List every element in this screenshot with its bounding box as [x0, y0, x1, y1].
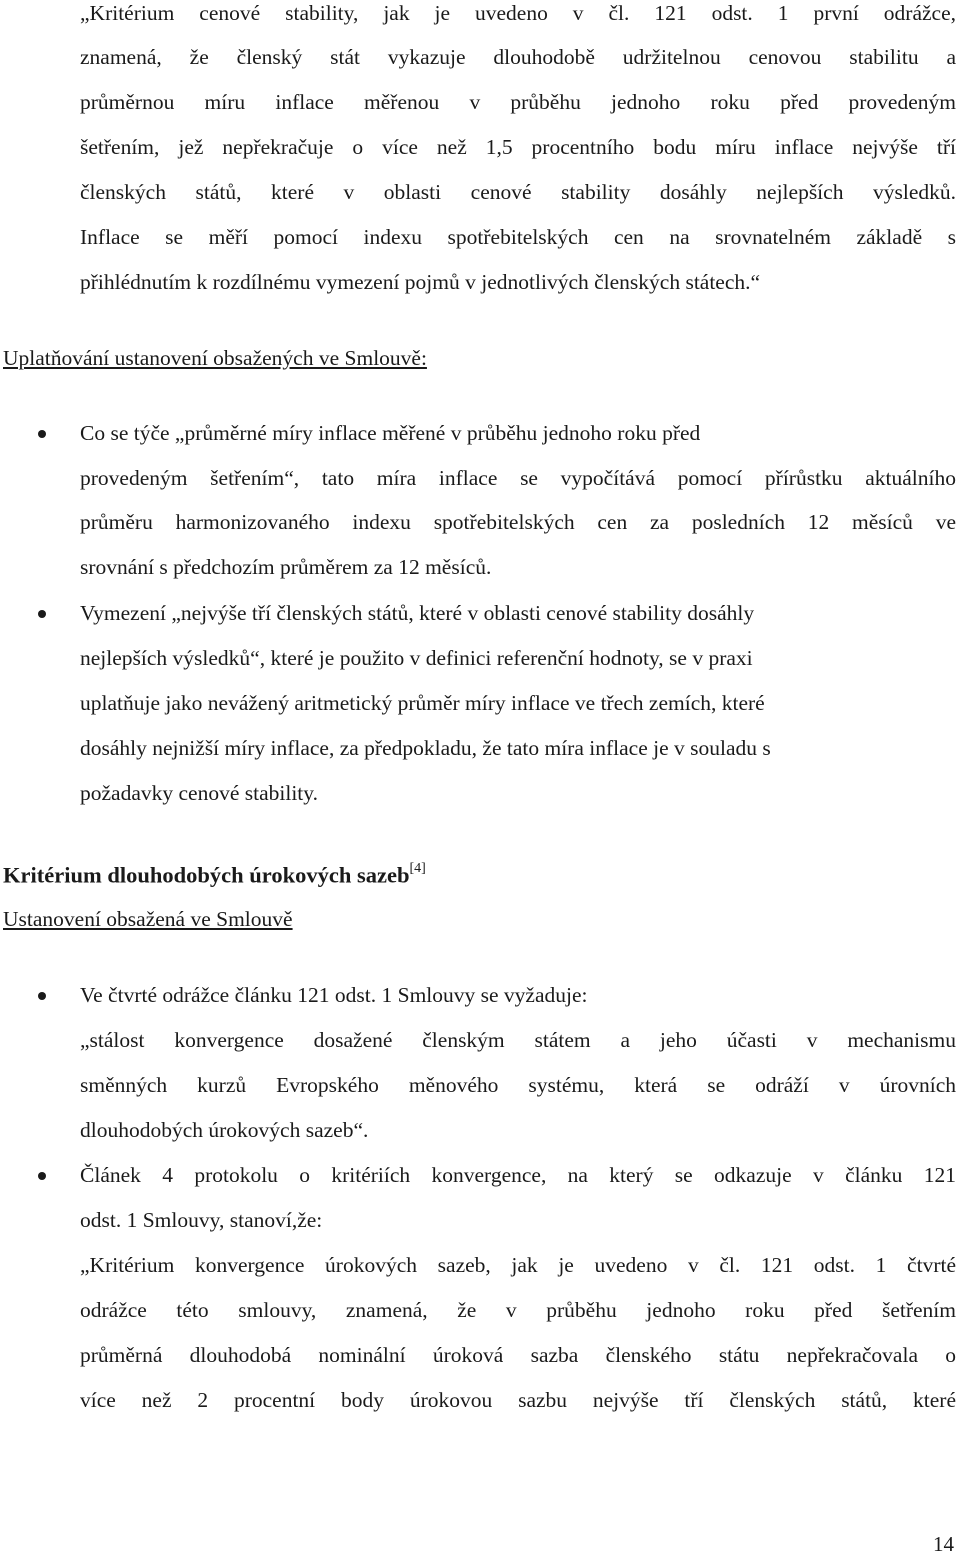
text-line: uplatňuje jako nevážený aritmetický průměr míry inflace ve třech zemích, které	[80, 691, 765, 715]
text-line: šetřením, jež nepřekračuje o více než 1,5 procentního bodu míru inflace nejvýše tří	[80, 135, 956, 159]
section-heading-application: Uplatňování ustanovení obsažených ve Smlouvě:	[3, 346, 427, 370]
page-number: 14	[933, 1532, 954, 1556]
text-line: přihlédnutím k rozdílnému vymezení pojmů v jednotlivých členských státech.“	[80, 270, 761, 294]
bullet-icon	[38, 992, 46, 1000]
text-line: Vymezení „nejvýše tří členských států, které v oblasti cenové stability dosáhly	[80, 601, 755, 625]
text-line: Co se týče „průměrné míry inflace měřené v průběhu jednoho roku před	[80, 421, 701, 445]
text-line: směnných kurzů Evropského měnového systému, která se odráží v úrovních	[80, 1073, 956, 1097]
text-line: „Kritérium cenové stability, jak je uvedeno v čl. 121 odst. 1 první odrážce,	[80, 1, 956, 25]
text-line: průměrnou míru inflace měřenou v průběhu jednoho roku před provedeným	[80, 90, 956, 114]
text-line: „stálost konvergence dosažené členským státem a jeho účasti v mechanismu	[80, 1028, 956, 1052]
text-line: požadavky cenové stability.	[80, 781, 319, 805]
text-line: průměru harmonizovaného indexu spotřebitelských cen za posledních 12 měsíců ve	[80, 510, 956, 534]
text-line: dosáhly nejnižší míry inflace, za předpokladu, že tato míra inflace je v souladu s	[80, 736, 771, 760]
text-line: Ve čtvrté odrážce článku 121 odst. 1 Smlouvy se vyžaduje:	[80, 983, 588, 1007]
text-line: provedeným šetřením“, tato míra inflace se vypočítává pomocí přírůstku aktuálního	[80, 466, 956, 490]
footnote-reference[interactable]: [4]	[409, 861, 426, 876]
heading-text: Kritérium dlouhodobých úrokových sazeb	[3, 862, 410, 888]
text-line: dlouhodobých úrokových sazeb“.	[80, 1118, 369, 1142]
bullet-icon	[38, 430, 46, 438]
text-line: více než 2 procentní body úrokovou sazbu nejvýše tří členských států, které	[80, 1388, 956, 1412]
text-line: průměrná dlouhodobá nominální úroková sazba členského státu nepřekračovala o	[80, 1343, 956, 1367]
text-line: „Kritérium konvergence úrokových sazeb, jak je uvedeno v čl. 121 odst. 1 čtvrté	[80, 1253, 956, 1277]
text-line: nejlepších výsledků“, které je použito v definici referenční hodnoty, se v praxi	[80, 646, 753, 670]
bullet-icon	[38, 610, 46, 618]
text-line: členských států, které v oblasti cenové stability dosáhly nejlepších výsledků.	[80, 180, 956, 204]
section-heading-interest-rates	[3, 846, 426, 898]
text-line: srovnání s předchozím průměrem za 12 měsíců.	[80, 555, 492, 579]
text-line: znamená, že členský stát vykazuje dlouhodobě udržitelnou cenovou stabilitu a	[80, 45, 956, 69]
section-heading-treaty-provisions: Ustanovení obsažená ve Smlouvě	[3, 907, 293, 931]
bullet-icon	[38, 1172, 46, 1180]
text-line: Inflace se měří pomocí indexu spotřebitelských cen na srovnatelném základě s	[80, 225, 956, 249]
text-line: Článek 4 protokolu o kritériích konvergence, na který se odkazuje v článku 121	[80, 1163, 956, 1187]
text-line: odst. 1 Smlouvy, stanoví,že:	[80, 1208, 323, 1232]
text-line: odrážce této smlouvy, znamená, že v průběhu jednoho roku před šetřením	[80, 1298, 956, 1322]
